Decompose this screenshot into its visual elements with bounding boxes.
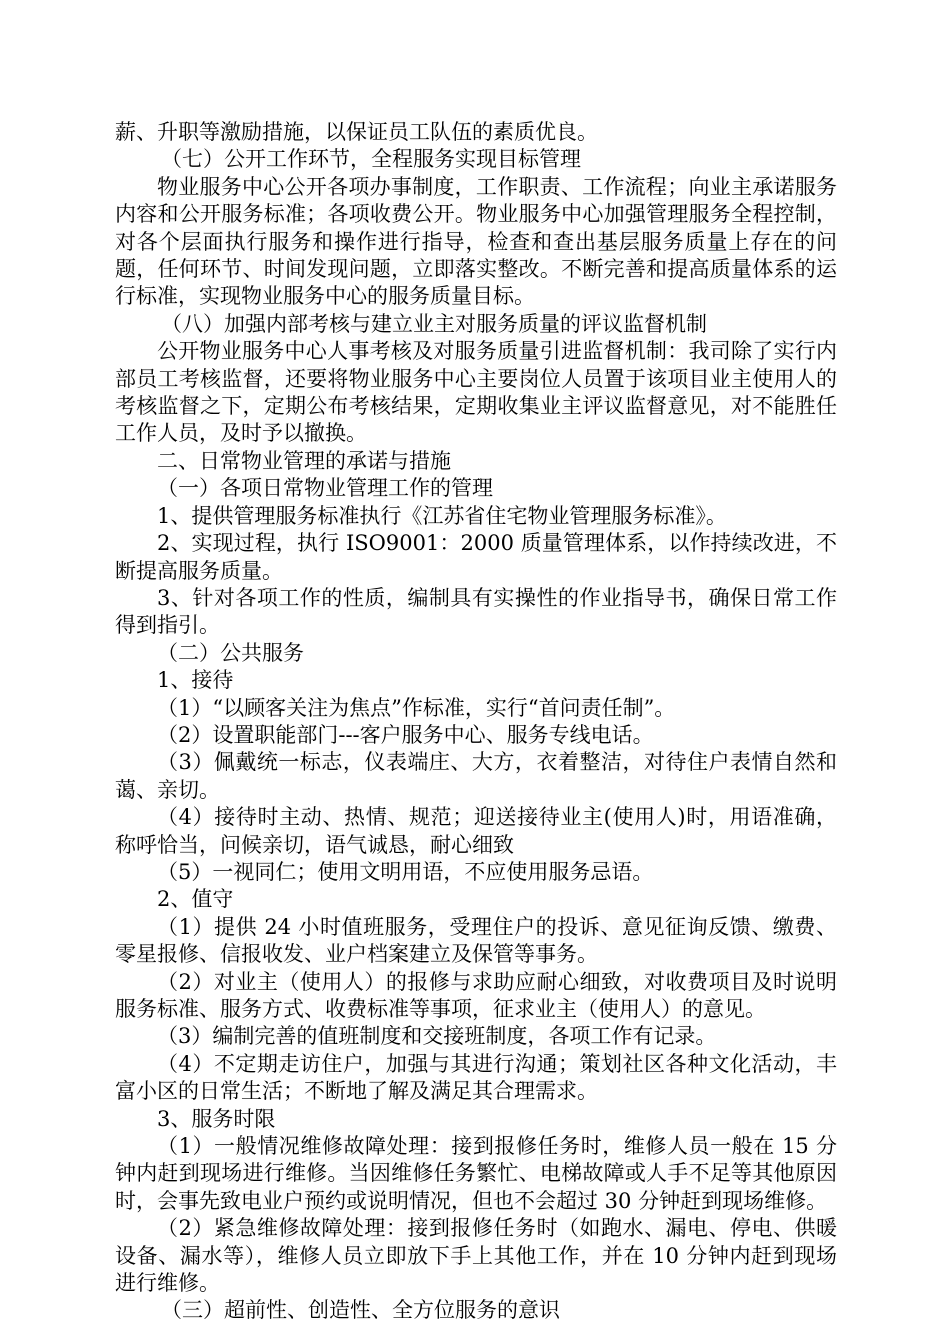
paragraph: 薪、升职等激励措施，以保证员工队伍的素质优良。 <box>115 120 598 144</box>
list-item: 3、针对各项工作的性质，编制具有实操性的作业指导书，确保日常工作得到指引。 <box>115 585 837 638</box>
list-item: （3）编制完善的值班制度和交接班制度，各项工作有记录。 <box>157 1024 717 1049</box>
document-body <box>115 119 837 1325</box>
list-item: （4）不定期走访住户，加强与其进行沟通；策划社区各种文化活动，丰富小区的日常生活；不断地了解及满足其合理需求。 <box>115 1051 837 1104</box>
subsection-heading: 2、值守 <box>157 887 234 912</box>
paragraph: 公开物业服务中心人事考核及对服务质量引进监督机制：我司除了实行内部员工考核监督，还要将物业服务中心主要岗位人员置于该项目业主使用人的考核监督之下，定期公布考核结果，定期收集业主评议监督意见，对不能胜任工作人员，及时予以撤换。 <box>115 339 837 446</box>
section-heading: （一）各项日常物业管理工作的管理 <box>157 476 493 501</box>
list-item: 1、提供管理服务标准执行《江苏省住宅物业管理服务标准》。 <box>157 503 727 528</box>
subsection-heading: 1、接待 <box>157 668 234 693</box>
section-heading: （三）超前性、创造性、全方位服务的意识 <box>161 1298 560 1323</box>
list-item: （1）一般情况维修故障处理：接到报修任务时，维修人员一般在 15 分钟内赶到现场进行维修。当因维修任务繁忙、电梯故障或人手不足等其他原因时，会事先致电业户预约或说明情况，但也不会超过 30 分钟赶到现场维修。 <box>115 1134 837 1213</box>
list-item: （2）对业主（使用人）的报修与求助应耐心细致，对收费项目及时说明服务标准、服务方式、收费标准等事项，征求业主（使用人）的意见。 <box>115 969 837 1021</box>
section-heading: （七）公开工作环节，全程服务实现目标管理 <box>161 147 581 172</box>
list-item: （4）接待时主动、热情、规范；迎送接待业主(使用人)时，用语准确，称呼恰当，问候亲切，语气诚恳，耐心细致 <box>115 805 837 857</box>
list-item: （5）一视同仁；使用文明用语，不应使用服务忌语。 <box>157 859 654 884</box>
chapter-heading: 二、日常物业管理的承诺与措施 <box>157 448 451 473</box>
list-item: （2）紧急维修故障处理：接到报修任务时（如跑水、漏电、停电、供暖设备、漏水等），维修人员立即放下手上其他工作，并在 10 分钟内赶到现场进行维修。 <box>115 1216 837 1296</box>
section-heading: （二）公共服务 <box>157 640 304 665</box>
list-item: 2、实现过程，执行 ISO9001：2000 质量管理体系，以作持续改进，不断提高服务质量。 <box>115 531 837 583</box>
list-item: （3）佩戴统一标志，仪表端庄、大方，衣着整洁，对待住户表情自然和蔼、亲切。 <box>115 750 837 802</box>
section-heading: （八）加强内部考核与建立业主对服务质量的评议监督机制 <box>161 311 707 336</box>
paragraph: 物业服务中心公开各项办事制度，工作职责、工作流程；向业主承诺服务内容和公开服务标准；各项收费公开。物业服务中心加强管理服务全程控制，对各个层面执行服务和操作进行指导，检查和查出基层服务质量上存在的问题，任何环节、时间发现问题，立即落实整改。不断完善和提高质量体系的运行标准，实现物业服务中心的服务质量目标。 <box>115 174 837 309</box>
list-item: （2）设置职能部门---客户服务中心、服务专线电话。 <box>157 722 654 747</box>
list-item: （1）提供 24 小时值班服务，受理住户的投诉、意见征询反馈、缴费、零星报修、信报收发、业户档案建立及保管等事务。 <box>115 914 837 967</box>
subsection-heading: 3、服务时限 <box>157 1106 276 1131</box>
list-item: （1）“以顾客关注为焦点”作标准，实行“首问责任制”。 <box>157 695 676 720</box>
